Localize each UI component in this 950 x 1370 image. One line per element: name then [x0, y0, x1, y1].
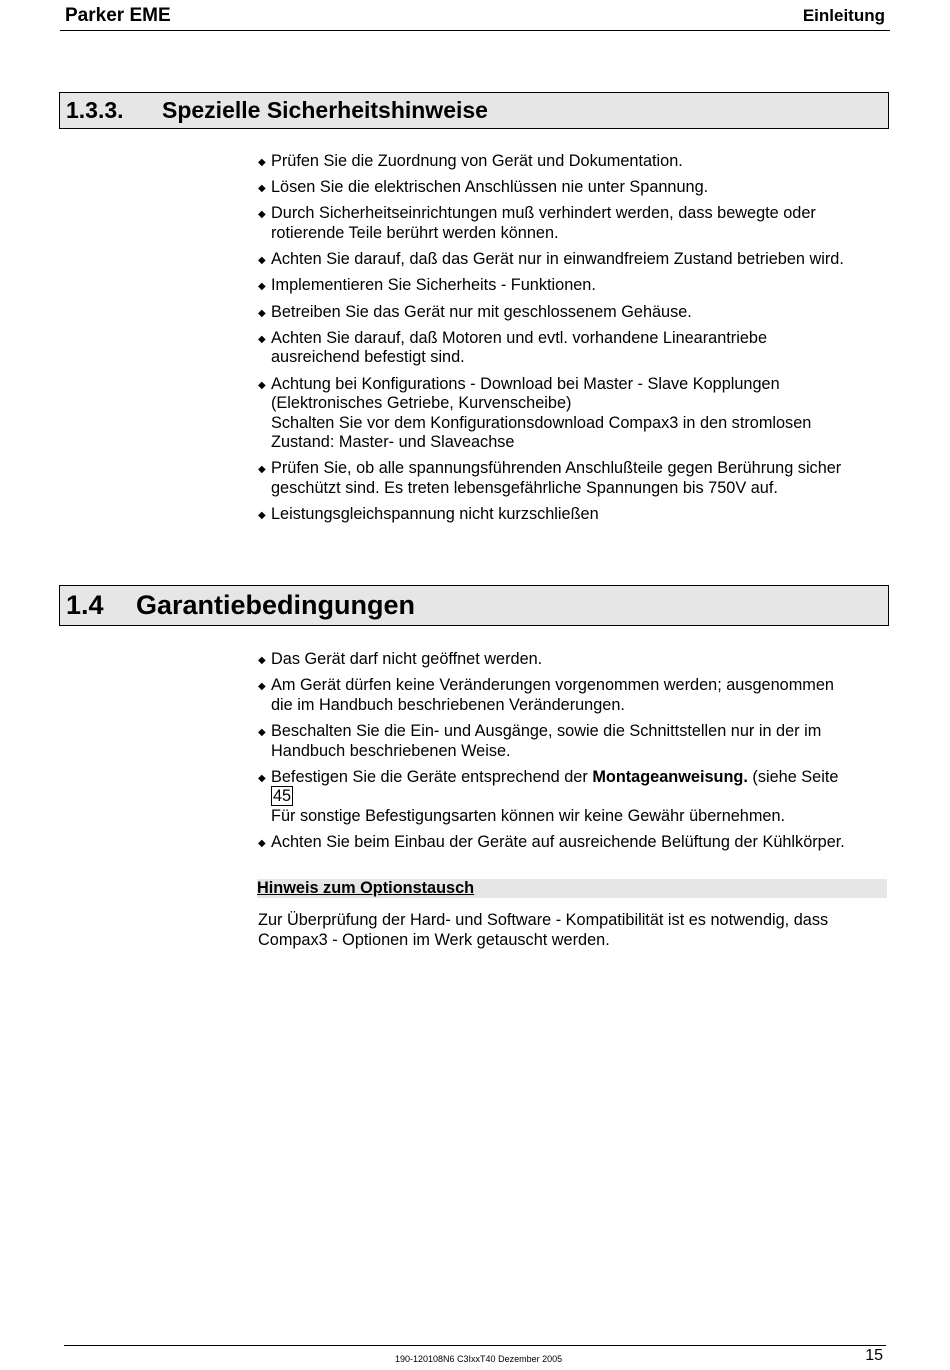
list-item-text: Durch Sicherheitseinrichtungen muß verhindert werden, dass bewegte oder [271, 204, 816, 223]
list-item-text: die im Handbuch beschriebenen Veränderungen. [271, 695, 625, 714]
bullet-icon: ◆ [258, 209, 266, 221]
mounting-note: Für sonstige Befestigungsarten können wir keine Gewähr übernehmen. [271, 806, 786, 825]
bullet-icon: ◆ [258, 838, 266, 850]
section-heading-warranty [59, 585, 889, 626]
list-item-text: Implementieren Sie Sicherheits - Funktionen. [271, 276, 596, 295]
list-item [258, 459, 888, 498]
list-item-text: Achten Sie darauf, daß das Gerät nur in einwandfreiem Zustand betrieben wird. [271, 250, 844, 269]
hint-heading-text: Hinweis zum Optionstausch [257, 879, 475, 897]
mounting-text: Befestigen Sie die Geräte entsprechend der [271, 767, 593, 786]
list-item-text: Handbuch beschriebenen Weise. [271, 741, 511, 760]
list-item-text: Zustand: Master- und Slaveachse [271, 433, 515, 452]
section-number: 1.3.3. [66, 97, 124, 123]
section-number: 1.4 [66, 590, 104, 620]
list-item [258, 650, 888, 670]
bullet-icon: ◆ [258, 379, 266, 391]
bullet-icon: ◆ [258, 255, 266, 267]
list-item [258, 204, 888, 243]
list-item-text: rotierende Teile berührt werden können. [271, 223, 559, 242]
list-item [258, 152, 888, 172]
list-item [258, 768, 888, 827]
list-item-text: Am Gerät dürfen keine Veränderungen vorgenommen werden; ausgenommen [271, 676, 834, 695]
bullet-icon: ◆ [258, 281, 266, 293]
list-item-text: Betreiben Sie das Gerät nur mit geschlossenem Gehäuse. [271, 302, 692, 321]
list-item-text: ausreichend befestigt sind. [271, 348, 465, 367]
section-heading-safety [59, 92, 889, 129]
list-item [258, 178, 888, 198]
list-item-text: (Elektronisches Getriebe, Kurvenscheibe) [271, 394, 572, 413]
footer-divider [64, 1345, 886, 1346]
list-item-text: Schalten Sie vor dem Konfigurationsdownload Compax3 in den stromlosen [271, 413, 812, 432]
hint-heading [257, 879, 887, 898]
list-item [258, 505, 888, 525]
list-item-text: Achten Sie darauf, daß Motoren und evtl. vorhandene Linearantriebe [271, 328, 767, 347]
bullet-icon: ◆ [258, 726, 266, 738]
list-item-text: Leistungsgleichspannung nicht kurzschließen [271, 505, 599, 524]
mounting-instruction-link-text: Montageanweisung. [592, 767, 748, 786]
list-item-text: Achten Sie beim Einbau der Geräte auf ausreichende Belüftung der Kühlkörper. [271, 833, 845, 852]
bullet-icon: ◆ [258, 681, 266, 693]
header-divider [60, 30, 890, 31]
hint-line: Compax3 - Optionen im Werk getauscht werden. [258, 930, 610, 949]
list-item-text: Das Gerät darf nicht geöffnet werden. [271, 650, 543, 668]
list-item [258, 276, 888, 296]
bullet-icon: ◆ [258, 157, 266, 168]
bullet-icon: ◆ [258, 772, 266, 784]
bullet-icon: ◆ [258, 510, 266, 522]
list-item [258, 375, 888, 453]
warranty-bullet-list [258, 650, 888, 859]
list-item [258, 722, 888, 761]
list-item-text: geschützt sind. Es treten lebensgefährliche Spannungen bis 750V auf. [271, 479, 778, 498]
bullet-icon: ◆ [258, 333, 266, 345]
list-item-text: Prüfen Sie, ob alle spannungsführenden Anschlußteile gegen Berührung sicher [271, 459, 842, 478]
list-item-text: Beschalten Sie die Ein- und Ausgänge, sowie die Schnittstellen nur in der im [271, 721, 822, 740]
list-item [258, 833, 888, 853]
header-company: Parker EME [65, 5, 171, 26]
list-item-text: Prüfen Sie die Zuordnung von Gerät und Dokumentation. [271, 152, 683, 170]
list-item [258, 676, 888, 715]
footer-document-id: 190-120108N6 C3IxxT40 Dezember 2005 [395, 1354, 563, 1364]
page-number: 15 [865, 1347, 883, 1364]
bullet-icon: ◆ [258, 307, 266, 319]
section-title: Spezielle Sicherheitshinweise [162, 97, 488, 123]
hint-paragraph [258, 911, 888, 951]
header-chapter: Einleitung [802, 6, 885, 25]
bullet-icon: ◆ [258, 655, 266, 666]
list-item [258, 329, 888, 368]
safety-bullet-list [258, 152, 888, 531]
section-title: Garantiebedingungen [136, 590, 416, 620]
list-item [258, 250, 888, 270]
list-item [258, 303, 888, 323]
mounting-see-page: (siehe Seite [747, 767, 839, 786]
hint-line: Zur Überprüfung der Hard- und Software - Kompatibilität ist es notwendig, dass [258, 911, 829, 929]
list-item-text: Lösen Sie die elektrischen Anschlüssen nie unter Spannung. [271, 178, 709, 197]
list-item-text: Achtung bei Konfigurations - Download bei Master - Slave Kopplungen [271, 374, 780, 393]
page-reference-link[interactable]: 45 [273, 787, 292, 806]
bullet-icon: ◆ [258, 183, 266, 195]
bullet-icon: ◆ [258, 464, 266, 476]
